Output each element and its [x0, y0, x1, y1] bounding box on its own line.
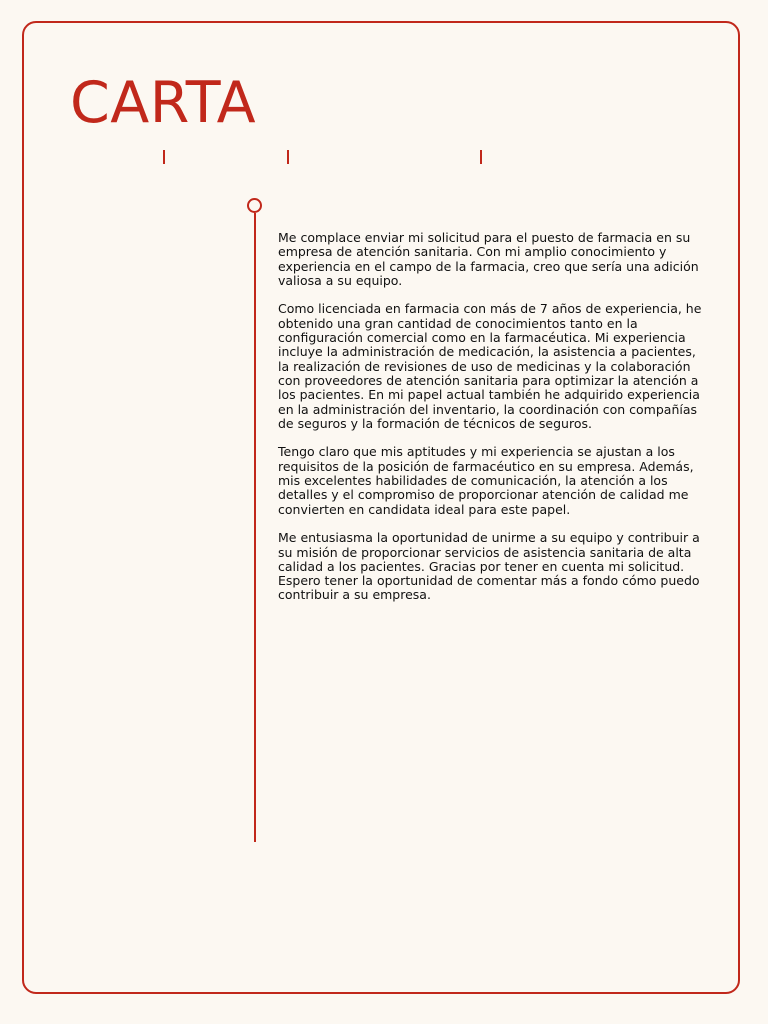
- letter-paragraph: Me complace enviar mi solicitud para el puesto de farmacia en su empresa de atención sanitaria. Con mi amplio conocimiento y experiencia en el campo de la farmacia, creo que sería una adición valiosa a su equipo.: [278, 230, 699, 288]
- timeline-circle-marker: [247, 198, 262, 213]
- letter-paragraph: Me entusiasma la oportunidad de unirme a su equipo y contribuir a su misión de proporcionar servicios de asistencia sanitaria de alta calidad a los pacientes. Gracias por tener en cuenta mi solicitud. Espero tener la oportunidad de comentar más a fondo cómo puedo contribuir a su empresa.: [278, 530, 700, 603]
- letter-body: [278, 231, 703, 617]
- contact-separator: [287, 150, 289, 164]
- contact-separator: [163, 150, 165, 164]
- contact-separator: [480, 150, 482, 164]
- letter-paragraph: Como licenciada en farmacia con más de 7 años de experiencia, he obtenido una gran cantidad de conocimientos tanto en la configuración comercial como en la farmacéutica. Mi experiencia incluye la administración de medicación, la asistencia a pacientes, la realización de revisiones de uso de medicinas y la colaboración con proveedores de atención sanitaria para optimizar la atención a los pacientes. En mi papel actual también he adquirido experiencia en la administración del inventario, la coordinación con compañías de seguros y la formación de técnicos de seguros.: [278, 301, 702, 431]
- letter-title: CARTA: [70, 70, 257, 136]
- timeline-vertical-line: [254, 213, 256, 842]
- letter-paragraph: Tengo claro que mis aptitudes y mi experiencia se ajustan a los requisitos de la posición de farmacéutico en su empresa. Además, mis excelentes habilidades de comunicación, la atención a los detalles y el compromiso de proporcionar atención de calidad me convierten en candidata ideal para este papel.: [278, 444, 694, 517]
